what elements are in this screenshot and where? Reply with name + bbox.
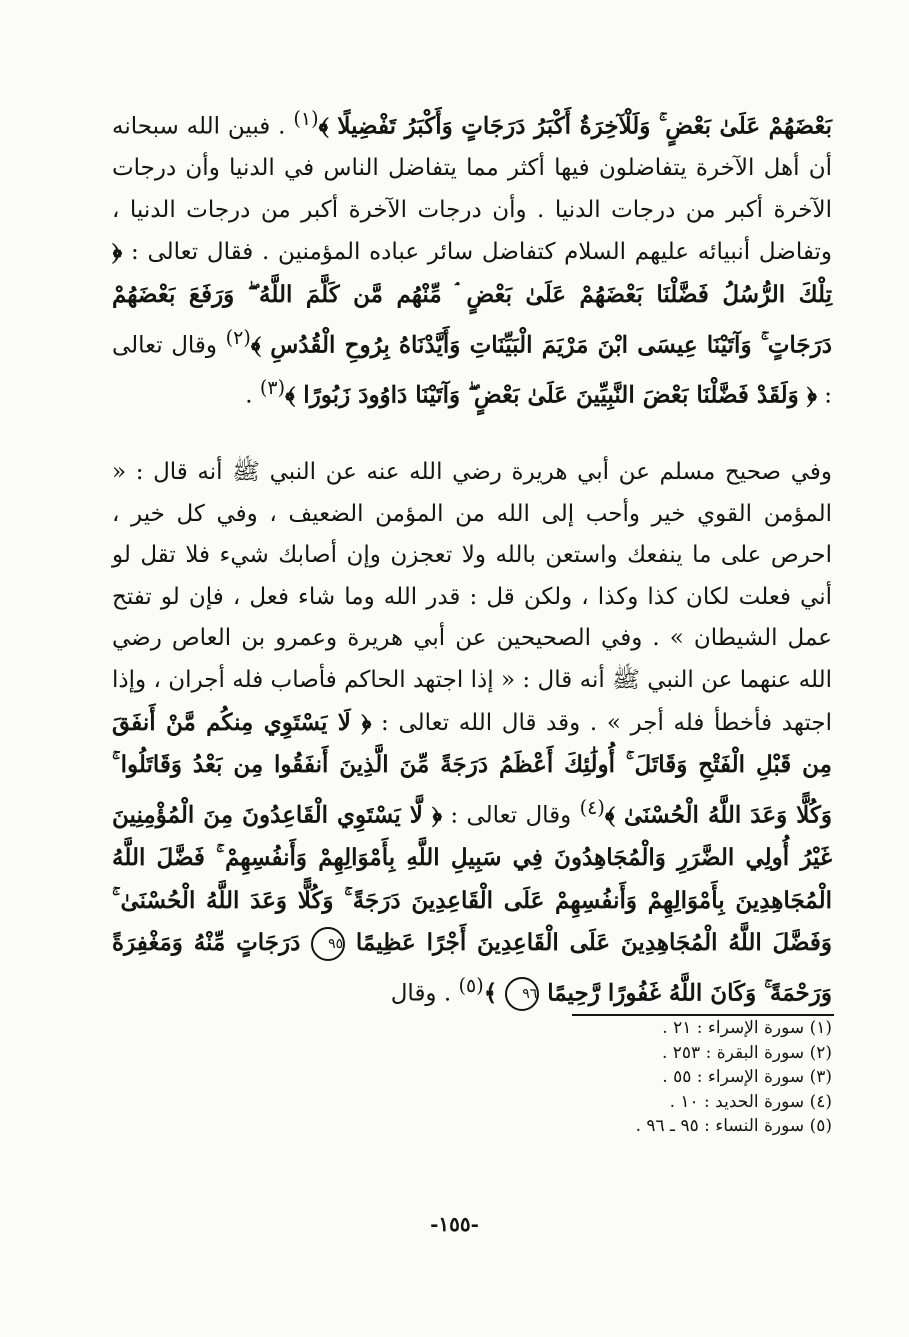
body-text: وقال تعالى : (442, 802, 580, 829)
quran-verse: ﴿ لَا يَسْتَوِي مِنكُم مَّنْ أَنفَقَ مِن قَبْلِ الْفَتْحِ وَقَاتَلَ ۚ أُولَٰئِكَ أَعْظَمُ دَرَجَةً مِّنَ الَّذِينَ أَنفَقُوا مِن بَعْدُ وَقَاتَلُوا ۚ وَكُلًّا وَعَدَ اللَّهُ الْحُسْنَىٰ ﴾ (112, 708, 832, 829)
ayah-number-marker: ٩٥ (311, 927, 345, 961)
quran-verse: ﴿ لَّا يَسْتَوِي الْقَاعِدُونَ مِنَ الْمُؤْمِنِينَ غَيْرُ أُولِي الضَّرَرِ وَالْمُجَاهِدُونَ فِي سَبِيلِ اللَّهِ بِأَمْوَالِهِمْ وَأَنفُسِهِمْ ۚ فَضَّلَ اللَّهُ الْمُجَاهِدِينَ بِأَمْوَالِهِمْ وَأَنفُسِهِمْ عَلَى الْقَاعِدِينَ دَرَجَةً ۚ وَكُلًّا وَعَدَ اللَّهُ الْحُسْنَىٰ ۚ وَفَضَّلَ اللَّهُ الْمُجَاهِدِينَ عَلَى الْقَاعِدِينَ أَجْرًا عَظِيمًا (112, 801, 832, 957)
footnote-ref: (٥) (458, 973, 484, 997)
footnotes-list (520, 1016, 832, 1139)
footnote: (١) سورة الإسراء : ٢١ . (662, 1018, 832, 1038)
footnote-ref: (٢) (225, 325, 251, 349)
body-paragraph (112, 452, 832, 1015)
body-paragraph (112, 98, 832, 417)
footnote-ref: (١) (293, 107, 319, 130)
footnote: (٢) سورة البقرة : ٢٥٣ . (661, 1042, 832, 1063)
footnote-ref: (٤) (579, 795, 605, 819)
body-text: وقال تعالى : (112, 332, 832, 409)
footnote: (٣) سورة الإسراء : ٥٥ . (662, 1067, 832, 1088)
quran-verse: بَعْضَهُمْ عَلَىٰ بَعْضٍ ۚ وَلَلْآخِرَةُ أَكْبَرُ دَرَجَاتٍ وَأَكْبَرُ تَفْضِيلًا ﴾ (318, 112, 832, 140)
body-text: . (245, 382, 260, 409)
footnote-ref: (٣) (259, 375, 286, 399)
ayah-number-marker: ٩٦ (505, 977, 539, 1011)
body-text: . فبين الله سبحانه أن أهل الآخرة يتفاضلون فيها أكثر مما يتفاضل الناس في الدنيا وأن درجات الآخرة أكبر من درجات الدنيا . وأن درجات الآخرة أكبر من درجات الدنيا ، وتفاضل أنبيائه عليهم السلام كتفاضل سائر عباده المؤمنين . فقال تعالى : (112, 113, 832, 266)
body-text: . وقال (390, 980, 459, 1007)
quran-verse: ﴾ (483, 979, 506, 1007)
quran-verse: دَرَجَاتٍ مِّنْهُ وَمَغْفِرَةً وَرَحْمَةً ۚ وَكَانَ اللَّهُ غَفُورًا رَّحِيمًا (112, 929, 832, 1007)
quran-verse: ﴿ وَلَقَدْ فَضَّلْنَا بَعْضَ النَّبِيِّينَ عَلَىٰ بَعْضٍ ۖ وَآتَيْنَا دَاوُودَ زَبُورًا ﴾ (285, 381, 817, 409)
body-text: وفي صحيح مسلم عن أبي هريرة رضي الله عنه عن النبي ﷺ أنه قال : « المؤمن القوي خير وأحب إلى الله من المؤمن الضعيف ، وفي كل خير ، احرص على ما ينفعك واستعن بالله ولا تعجزن وإن أصابك شيء فلا تقل لو أني فعلت لكان كذا وكذا ، ولكن قل : قدر الله وما شاء فعل ، فإن لو تفتح عمل الشيطان » . وفي الصحيحين عن أبي هريرة وعمرو بن العاص رضي الله عنهما عن النبي ﷺ أنه قال : « إذا اجتهد الحاكم فأصاب فله أجران ، وإذا اجتهد فأخطأ فله أجر » . وقد قال الله تعالى : (112, 459, 833, 736)
quran-verse: ﴿ تِلْكَ الرُّسُلُ فَضَّلْنَا بَعْضَهُمْ عَلَىٰ بَعْضٍ ۘ مِّنْهُم مَّن كَلَّمَ اللَّهُ ۖ وَرَفَعَ بَعْضَهُمْ دَرَجَاتٍ ۚ وَآتَيْنَا عِيسَى ابْنَ مَرْيَمَ الْبَيِّنَاتِ وَأَيَّدْنَاهُ بِرُوحِ الْقُدُسِ ﴾ (112, 238, 832, 359)
page-number: -١٥٥- (430, 1212, 479, 1236)
footnote: (٥) سورة النساء : ٩٥ ـ ٩٦ . (635, 1116, 832, 1137)
footnote: (٤) سورة الحديد : ١٠ . (669, 1091, 832, 1112)
